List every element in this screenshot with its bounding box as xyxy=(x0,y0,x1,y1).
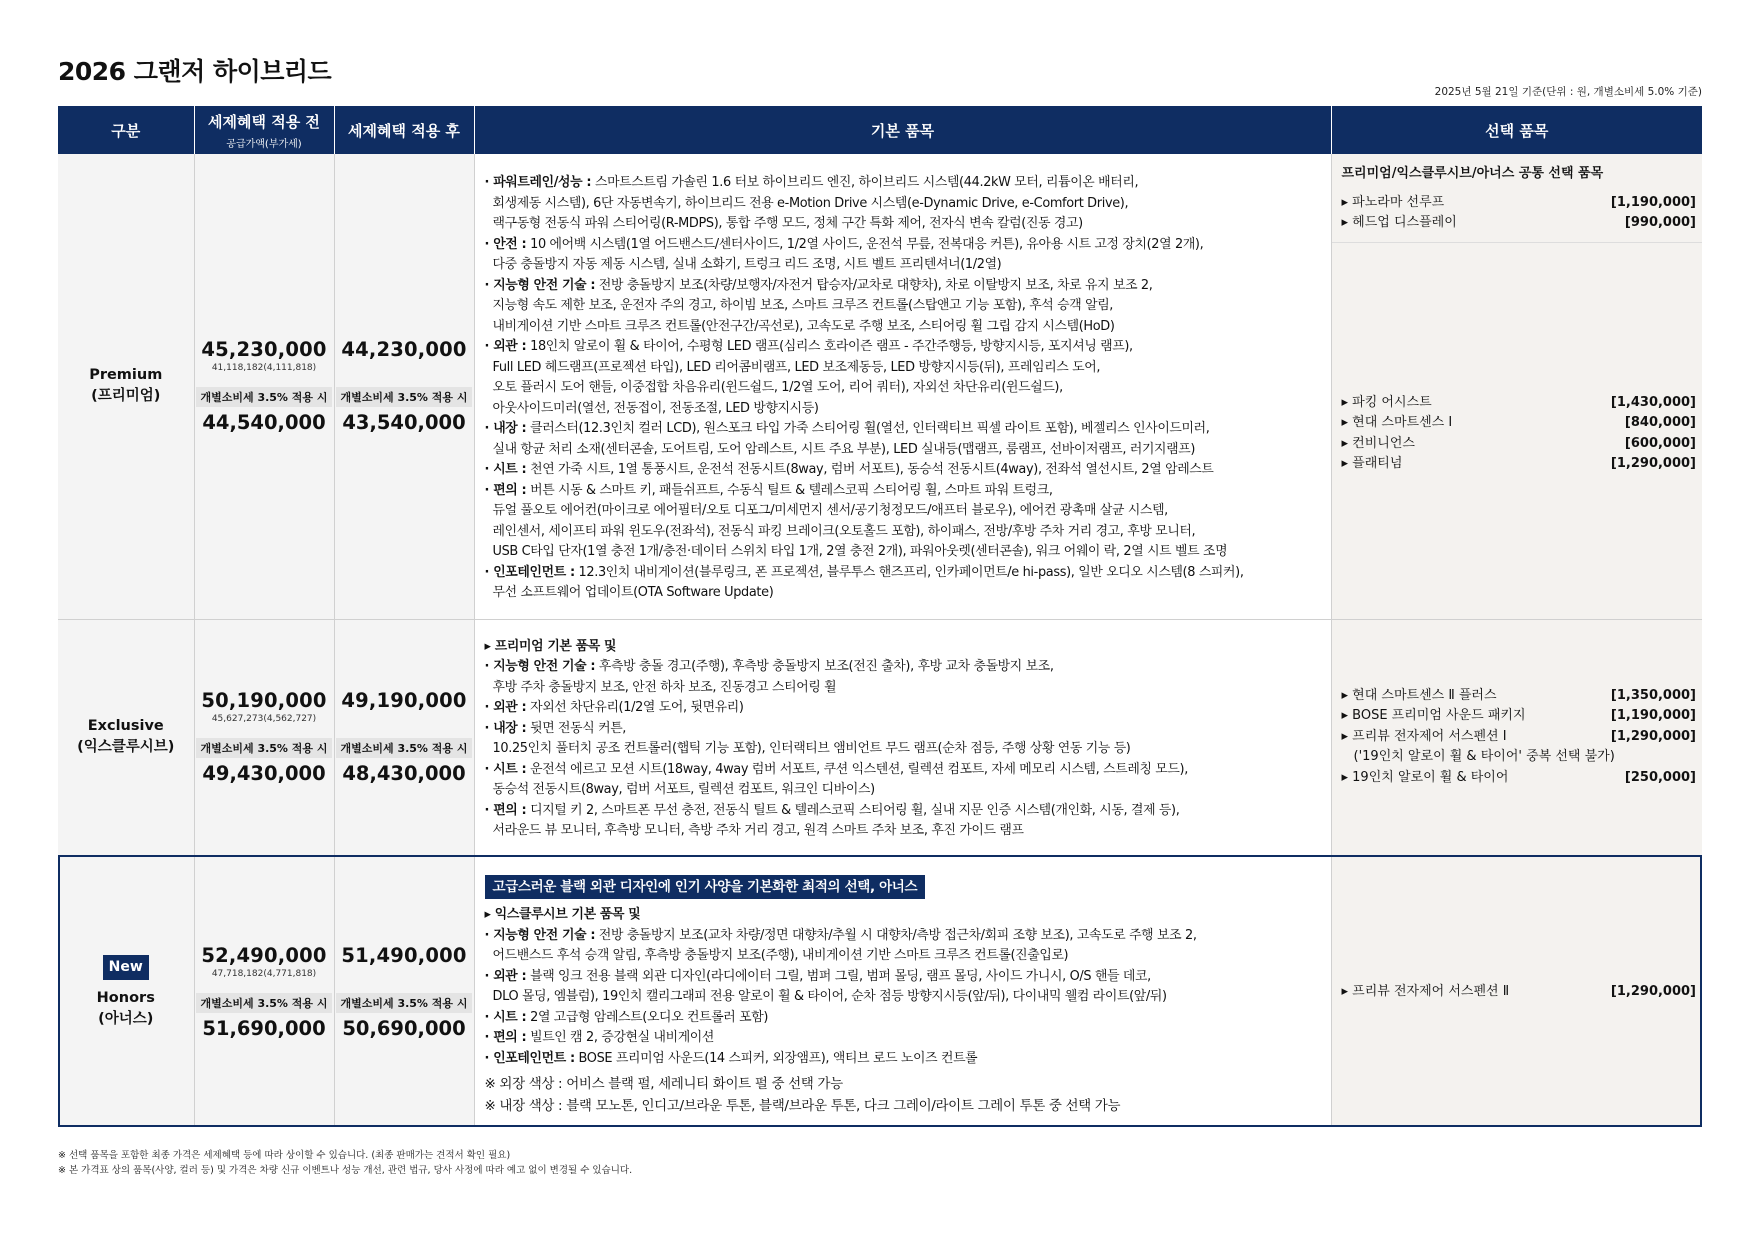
basic-item-line: 오토 플러시 도어 핸들, 이중접합 차음유리(윈드쉴드, 1/2열 도어, 리어 쿼터), 자외선 차단유리(윈드쉴드), xyxy=(492,380,1063,395)
trim-row-exclusive xyxy=(58,619,1702,855)
basic-item-line: 후방 주차 충돌방지 보조, 안전 하차 보조, 진동경고 스티어링 휠 xyxy=(492,679,837,695)
footnote: ※ 선택 품목을 포함한 최종 가격은 세제혜택 등에 따라 상이할 수 있습니다. (최종 판매가는 견적서 확인 필요) xyxy=(58,1150,511,1161)
table-header-row xyxy=(58,106,1702,154)
trim-name-en: Exclusive xyxy=(87,718,164,734)
basic-item-line: 내비게이션 기반 스마트 크루즈 컨트롤(안전구간/곡선로), 고속도로 주행 보조, 스티어링 휠 그립 감지 시스템(HoD) xyxy=(492,318,1115,334)
footnote: ※ 본 가격표 상의 품목(사양, 컬러 등) 및 가격은 차량 신규 이벤트나 성능 개선, 관련 법규, 당사 사정에 따라 예고 없이 변경될 수 있습니다. xyxy=(58,1165,633,1176)
basic-item: · 외관 : 18인치 알로이 휠 & 타이어, 수평형 LED 램프(심리스 호라이즌 램프 - 주간주행등, 방향지시등, 포지셔닝 램프), xyxy=(484,339,1133,354)
option-row: ▸ 헤드업 디스플레이 [990,000] xyxy=(1341,215,1696,230)
price-after: 44,230,000 xyxy=(341,338,467,362)
price-supply: 41,118,182(4,111,818) xyxy=(211,363,317,374)
price-after-tax-applied: 43,540,000 xyxy=(342,411,466,435)
basic-item: · 내장 : 뒷면 전동식 커튼, xyxy=(484,720,627,736)
option-row: ▸ 플래티넘 [1,290,000] xyxy=(1341,456,1696,471)
basic-item-line: 어드밴스드 후석 승객 알림, 후측방 충돌방지 보조(주행), 내비게이션 기반 스마트 크루즈 컨트롤(진출입로) xyxy=(492,948,1069,964)
option-common-head: 프리미엄/익스클루시브/아너스 공통 선택 품목 xyxy=(1341,166,1604,181)
price-before: 45,230,000 xyxy=(201,338,327,362)
basic-item-line: 실내 항균 처리 소재(센터콘솔, 도어트림, 도어 암레스트, 시트 주요 부분), LED 실내등(맵램프, 룸램프, 선바이저램프, 러기지램프) xyxy=(492,441,1196,457)
price-before-tax-applied: 49,430,000 xyxy=(202,762,326,785)
color-note: ※ 내장 색상 : 블랙 모노톤, 인디고/브라운 투톤, 블랙/브라운 투톤, 다크 그레이/라이트 그레이 투톤 중 선택 가능 xyxy=(484,1098,1121,1115)
header-after-tax: 세제혜택 적용 후 xyxy=(334,106,474,154)
price-before-cell xyxy=(194,154,334,619)
price-before-tax-applied: 51,690,000 xyxy=(202,1017,326,1040)
basic-item-line: 듀얼 풀오토 에어컨(마이크로 에어필터/오토 디포그/미세먼지 센서/공기청정모드/애프터 블로우), 에어컨 광촉매 살균 시스템, xyxy=(492,503,1168,518)
price-before-tax-applied: 44,540,000 xyxy=(202,411,326,435)
option-premium-block xyxy=(1332,243,1703,475)
price-after-tax-applied: 48,430,000 xyxy=(342,762,466,785)
basic-item-line: 지능형 속도 제한 보조, 운전자 주의 경고, 하이빔 보조, 스마트 크루즈 컨트롤(스탑앤고 기능 포함), 후석 승객 알림, xyxy=(492,298,1114,313)
basic-item: · 내장 : 클러스터(12.3인치 컬러 LCD), 원스포크 타입 가죽 스티어링 휠(열선, 인터랙티브 픽셀 라이트 포함), 베젤리스 인사이드미러, xyxy=(484,421,1210,436)
base-ref: ▸ 익스클루시브 기본 품목 및 xyxy=(484,907,641,923)
tax-tag: 개별소비세 3.5% 적용 시 xyxy=(196,993,331,1013)
new-badge: New xyxy=(103,955,149,980)
option-row: ▸ 프리뷰 전자제어 서스펜션 Ⅰ [1,290,000] xyxy=(1341,728,1696,744)
basic-item: · 시트 : 2열 고급형 암레스트(오디오 컨트롤러 포함) xyxy=(484,1009,769,1025)
basic-item: · 안전 : 10 에어백 시스템(1열 어드밴스드/센터사이드, 1/2열 사이드, 운전석 무릎, 전복대응 커튼), 유아용 시트 고정 장치(2열 2개), xyxy=(484,236,1204,252)
price-after-cell xyxy=(334,619,474,855)
basic-item-line: DLO 몰딩, 엠블럼), 19인치 캘리그래피 전용 알로이 휠 & 타이어, 순차 점등 방향지시등(앞/뒤), 다이내믹 웰컴 라이트(앞/뒤) xyxy=(492,989,1167,1005)
tax-tag: 개별소비세 3.5% 적용 시 xyxy=(336,993,471,1013)
basic-item: · 시트 : 운전석 에르고 모션 시트(18way, 4way 럼버 서포트, 쿠션 익스텐션, 릴렉션 컴포트, 자세 메모리 시스템, 스트레칭 모드), xyxy=(484,761,1188,777)
basic-item: · 외관 : 자외선 차단유리(1/2열 도어, 뒷면유리) xyxy=(484,700,744,715)
header-before-tax xyxy=(194,106,334,154)
header-basic-items: 기본 품목 xyxy=(474,106,1331,154)
basic-item-line: 랙구동형 전동식 파워 스티어링(R-MDPS), 통합 주행 모드, 정체 구간 특화 제어, 전자식 변속 칼럼(진동 경고) xyxy=(492,216,1083,231)
option-row: ▸ 파노라마 선루프 [1,190,000] xyxy=(1341,194,1696,210)
basic-item-line: 동승석 전동시트(8way, 럼버 서포트, 릴렉션 컴포트, 워크인 디바이스) xyxy=(492,782,875,797)
basic-item-line: 다중 충돌방지 자동 제동 시스템, 실내 소화기, 트렁크 리드 조명, 시트 벨트 프리텐셔너(1/2열) xyxy=(492,257,1002,272)
basic-item: · 외관 : 블랙 잉크 전용 블랙 외관 디자인(라디에이터 그릴, 범퍼 그릴, 범퍼 몰딩, 램프 몰딩, 사이드 가니시, O/S 핸들 데코, xyxy=(484,968,1151,984)
price-before-cell xyxy=(194,619,334,855)
price-supply: 47,718,182(4,771,818) xyxy=(211,969,317,979)
header-supply-label: 공급가액(부가세) xyxy=(226,138,302,150)
basic-item: · 편의 : 버튼 시동 & 스마트 키, 패들쉬프트, 수동식 틸트 & 텔레스코픽 스티어링 휠, 스마트 파워 트렁크, xyxy=(484,482,1053,498)
basic-item-line: 서라운드 뷰 모니터, 후측방 모니터, 측방 주차 거리 경고, 원격 스마트 주차 보조, 후진 가이드 램프 xyxy=(492,823,1024,838)
trim-name-honors xyxy=(58,857,194,1127)
option-row: ▸ 현대 스마트센스 Ⅰ [840,000] xyxy=(1341,415,1696,430)
price-after-tax-applied: 50,690,000 xyxy=(342,1017,466,1040)
header-category: 구분 xyxy=(58,106,194,154)
honors-banner: 고급스러운 블랙 외관 디자인에 인기 사양을 기본화한 최적의 선택, 아너스 xyxy=(485,875,926,900)
price-supply: 45,627,273(4,562,727) xyxy=(211,714,317,724)
basic-item-line: 10.25인치 풀터치 공조 컨트롤러(햅틱 기능 포함), 인터랙티브 앰비언트 무드 램프(순차 점등, 주행 상황 연동 기능 등) xyxy=(492,741,1131,756)
basic-item: · 편의 : 디지털 키 2, 스마트폰 무선 충전, 전동식 틸트 & 텔레스코픽 스티어링 휠, 실내 지문 인증 시스템(개인화, 시동, 결제 등), xyxy=(484,802,1180,818)
trim-name-en: Honors xyxy=(96,989,155,1006)
basic-items-honors xyxy=(474,857,1331,1127)
basic-item-line: 아웃사이드미러(열선, 전동접이, 전동조절, LED 방향지시등) xyxy=(492,400,819,416)
price-before: 50,190,000 xyxy=(201,689,327,712)
trim-row-premium xyxy=(58,154,1702,619)
option-items-honors xyxy=(1331,857,1702,1127)
option-common-block xyxy=(1332,154,1703,243)
tax-tag: 개별소비세 3.5% 적용 시 xyxy=(196,738,331,758)
basic-items-exclusive xyxy=(474,619,1331,855)
color-note: ※ 외장 색상 : 어비스 블랙 펄, 세레니티 화이트 펄 중 선택 가능 xyxy=(484,1076,843,1093)
header-before-tax-label: 세제혜택 적용 전 xyxy=(208,112,320,131)
price-after-cell xyxy=(334,154,474,619)
option-items-exclusive xyxy=(1331,619,1702,855)
price-before-cell xyxy=(194,857,334,1127)
tax-tag: 개별소비세 3.5% 적용 시 xyxy=(336,387,471,407)
header-option-items: 선택 품목 xyxy=(1331,106,1702,154)
basic-items-premium xyxy=(474,154,1331,619)
basic-item: · 편의 : 빌트인 캠 2, 증강현실 내비게이션 xyxy=(484,1030,715,1046)
page-title: 2026 그랜저 하이브리드 xyxy=(58,57,332,86)
basic-item-line: 무선 소프트웨어 업데이트(OTA Software Update) xyxy=(492,585,774,600)
basic-item: · 시트 : 천연 가죽 시트, 1열 통풍시트, 운전석 전동시트(8way, 럼버 서포트), 동승석 전동시트(4way), 전좌석 열선시트, 2열 암레스트 xyxy=(484,462,1214,477)
option-row: ▸ 파킹 어시스트 [1,430,000] xyxy=(1341,394,1696,410)
trim-name-ko: (익스클루시브) xyxy=(77,739,175,755)
trim-row-honors xyxy=(58,857,1702,1127)
option-row: ▸ 19인치 알로이 휠 & 타이어 [250,000] xyxy=(1341,769,1696,785)
trim-name-ko: (프리미엄) xyxy=(91,388,161,405)
option-row: ▸ 현대 스마트센스 Ⅱ 플러스 [1,350,000] xyxy=(1341,687,1696,703)
basic-item-line: USB C타입 단자(1열 충전 1개/충전·데이터 스위치 타입 1개, 2열 충전 2개), 파워아웃렛(센터콘솔), 워크 어웨이 락, 2열 시트 벨트 조명 xyxy=(492,544,1228,559)
price-after: 49,190,000 xyxy=(341,689,467,712)
basic-item: · 지능형 안전 기술 : 전방 충돌방지 보조(교차 차량/정면 대향차/추월 시 대향차/측방 접근차/회피 조향 보조), 고속도로 주행 보조 2, xyxy=(484,927,1197,943)
option-row: ▸ 프리뷰 전자제어 서스펜션 Ⅱ [1,290,000] xyxy=(1341,983,1696,999)
basic-item: · 지능형 안전 기술 : 전방 충돌방지 보조(차량/보행자/자전거 탑승자/교차로 대향차), 차로 이탈방지 보조, 차로 유지 보조 2, xyxy=(484,277,1153,293)
tax-tag: 개별소비세 3.5% 적용 시 xyxy=(336,738,471,758)
option-row: ▸ 컨비니언스 [600,000] xyxy=(1341,435,1696,451)
trim-name-en: Premium xyxy=(89,367,163,384)
price-basis-note: 2025년 5월 21일 기준(단위 : 원, 개별소비세 5.0% 기준) xyxy=(1434,86,1702,98)
option-note: ('19인치 알로이 휠 & 타이어' 중복 선택 불가) xyxy=(1353,749,1615,765)
basic-item-line: 회생제동 시스템), 6단 자동변속기, 하이브리드 전용 e-Motion Drive 시스템(e-Dynamic Drive, e-Comfort Drive), xyxy=(492,195,1129,211)
basic-item-line: 레인센서, 세이프티 파워 윈도우(전좌석), 전동식 파킹 브레이크(오토홀드 포함), 하이패스, 전방/후방 주차 거리 경고, 후방 모니터, xyxy=(492,523,1196,539)
basic-item: · 파워트레인/성능 : 스마트스트림 가솔린 1.6 터보 하이브리드 엔진, 하이브리드 시스템(44.2kW 모터, 리튬이온 배터리, xyxy=(484,175,1139,190)
price-after-cell xyxy=(334,857,474,1127)
base-ref: ▸ 프리미엄 기본 품목 및 xyxy=(484,638,617,654)
price-table xyxy=(58,106,1702,1127)
basic-item: · 인포테인먼트 : BOSE 프리미엄 사운드(14 스피커, 외장앰프), 액티브 로드 노이즈 컨트롤 xyxy=(484,1050,978,1066)
trim-name-ko: (아너스) xyxy=(98,1010,154,1027)
price-after: 51,490,000 xyxy=(341,944,467,967)
option-row: ▸ BOSE 프리미엄 사운드 패키지 [1,190,000] xyxy=(1341,708,1696,724)
option-items-premium xyxy=(1331,154,1702,619)
trim-name-premium xyxy=(58,154,194,619)
trim-name-exclusive xyxy=(58,619,194,855)
basic-item: · 인포테인먼트 : 12.3인치 내비게이션(블루링크, 폰 프로젝션, 블루투스 핸즈프리, 인카페이먼트/e hi-pass), 일반 오디오 시스템(8 스피커), xyxy=(484,564,1244,580)
price-before: 52,490,000 xyxy=(201,944,327,967)
tax-tag: 개별소비세 3.5% 적용 시 xyxy=(196,387,331,407)
basic-item-line: Full LED 헤드램프(프로젝션 타입), LED 리어콤비램프, LED 보조제동등, LED 방향지시등(뒤), 프레임리스 도어, xyxy=(492,359,1101,375)
basic-item: · 지능형 안전 기술 : 후측방 충돌 경고(주행), 후측방 충돌방지 보조(전진 출차), 후방 교차 충돌방지 보조, xyxy=(484,659,1054,674)
